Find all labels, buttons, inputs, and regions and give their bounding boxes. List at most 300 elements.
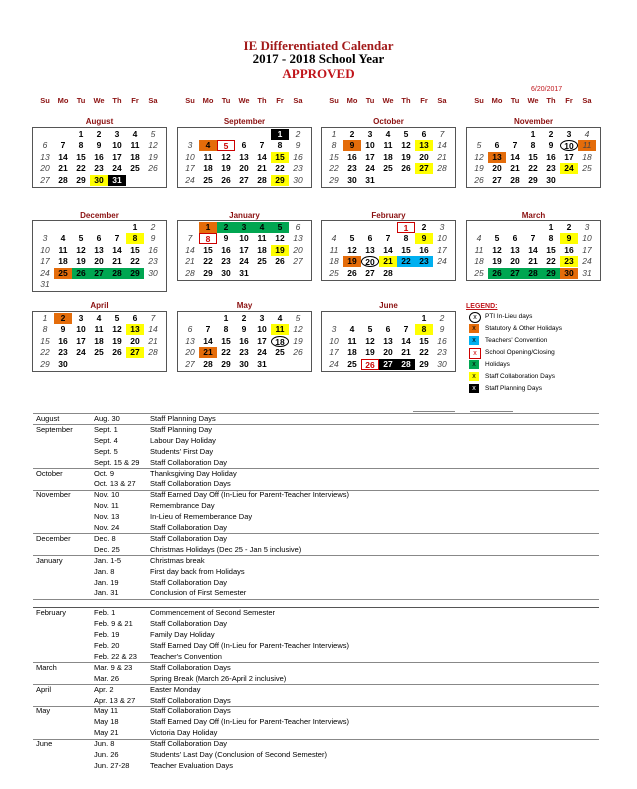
day-cell: 30: [221, 267, 231, 278]
event-date: Jun. 8: [94, 739, 115, 749]
day-cell: 23: [437, 347, 447, 358]
legend-label: Staff Planning Days: [485, 385, 542, 392]
day-cell: 18: [329, 256, 339, 267]
day-cell: 26: [148, 163, 158, 174]
day-cell: 22: [76, 163, 86, 174]
day-cell: 6: [96, 233, 102, 244]
day-cell: 28: [397, 359, 415, 370]
day-cell: 11: [578, 140, 596, 151]
event-date: Jan. 8: [94, 566, 115, 576]
event-description: Staff Collaboration Day: [150, 619, 227, 629]
day-cell: 3: [439, 222, 445, 232]
day-cell: 25: [383, 163, 393, 174]
dow-we: We: [238, 96, 250, 105]
day-cell: 9: [415, 233, 433, 244]
day-cell: 21: [185, 256, 195, 267]
day-cell: 10: [365, 140, 375, 151]
day-cell: 23: [546, 163, 556, 174]
event-month: October: [36, 468, 63, 478]
day-cell: 15: [528, 151, 538, 162]
day-cell: 6: [241, 140, 247, 151]
day-cell: 1: [78, 129, 84, 139]
day-cell: 16: [546, 151, 556, 162]
day-cell: 31: [108, 175, 126, 186]
dow-su: Su: [185, 96, 195, 105]
day-cell: 16: [221, 244, 231, 255]
day-cell: 9: [343, 140, 361, 151]
day-cell: 1: [223, 313, 229, 323]
day-cell: 18: [347, 347, 357, 358]
divider: [33, 533, 599, 534]
day-cell: 10: [112, 140, 122, 151]
day-cell: 10: [40, 244, 50, 255]
day-cell: 22: [419, 347, 429, 358]
month-title: November: [513, 117, 554, 126]
day-cell: 26: [221, 174, 231, 185]
day-cell: 15: [546, 244, 556, 255]
divider: [33, 599, 599, 600]
day-cell: 12: [347, 244, 357, 255]
event-description: Victoria Day Holiday: [150, 728, 218, 738]
legend-label: School Opening/Closing: [485, 349, 555, 356]
day-cell: 15: [40, 335, 50, 346]
day-cell: 26: [72, 268, 90, 279]
day-cell: 27: [40, 174, 50, 185]
day-cell: 2: [439, 313, 445, 323]
day-cell: 19: [148, 151, 158, 162]
event-month: April: [36, 684, 52, 694]
legend-item: [466, 336, 548, 348]
day-cell: 1: [331, 129, 337, 139]
day-cell: 17: [564, 151, 574, 162]
day-cell: 24: [112, 163, 122, 174]
event-date: Apr. 13 & 27: [94, 695, 136, 705]
day-cell: 15: [76, 151, 86, 162]
day-cell: 12: [401, 140, 411, 151]
legend-label: Statutory & Other Holidays: [485, 325, 562, 332]
day-cell: 17: [185, 163, 195, 174]
day-cell: 15: [221, 335, 231, 346]
day-cell: 10: [239, 233, 249, 244]
day-cell: 23: [239, 347, 249, 358]
day-cell: 22: [329, 163, 339, 174]
legend-item: [466, 324, 562, 336]
event-date: Sept. 4: [94, 435, 118, 445]
day-cell: 8: [126, 233, 144, 244]
day-cell: 15: [329, 151, 339, 162]
day-cell: 27: [415, 163, 433, 174]
day-cell: 19: [112, 335, 122, 346]
dow-tu: Tu: [510, 96, 520, 105]
legend-swatch: x: [469, 324, 479, 333]
day-cell: 28: [185, 267, 195, 278]
day-cell: 29: [542, 268, 560, 279]
day-cell: 17: [437, 244, 447, 255]
day-cell: 6: [367, 233, 373, 244]
day-cell: 4: [132, 129, 138, 139]
event-description: Staff Planning Day: [150, 424, 212, 434]
day-cell: 24: [239, 256, 249, 267]
day-cell: 19: [221, 163, 231, 174]
legend-item: [466, 312, 533, 324]
month-title: October: [373, 117, 404, 126]
day-cell: 1: [271, 129, 289, 140]
day-cell: 12: [76, 244, 86, 255]
day-cell: 2: [566, 222, 572, 232]
day-cell: 13: [510, 244, 520, 255]
day-cell: 3: [42, 233, 48, 244]
event-description: Staff Earned Day Off (In-Lieu for Parent-Teacher Interviews): [150, 717, 349, 727]
day-cell: 9: [96, 140, 102, 151]
day-cell: 8: [199, 233, 217, 244]
day-cell: 7: [114, 233, 120, 244]
day-cell: 26: [488, 268, 506, 279]
legend-label: Staff Collaboration Days: [485, 373, 555, 380]
day-cell: 4: [349, 324, 355, 335]
event-date: Mar. 9 & 23: [94, 662, 133, 672]
dow-th: Th: [401, 96, 411, 105]
day-cell: 30: [560, 268, 578, 279]
day-cell: 9: [548, 140, 554, 151]
day-cell: 5: [295, 313, 301, 323]
divider: [33, 607, 599, 608]
day-cell: 2: [54, 313, 72, 324]
legend-title: LEGEND:: [466, 303, 498, 310]
day-cell: 30: [347, 174, 357, 185]
day-cell: 1: [421, 313, 427, 323]
day-cell: 25: [582, 163, 592, 174]
day-cell: 1: [548, 222, 554, 232]
day-cell: 18: [383, 151, 393, 162]
day-cell: 29: [419, 358, 429, 369]
day-cell: 6: [494, 140, 500, 151]
day-cell: 10: [185, 151, 195, 162]
event-description: First day back from Holidays: [150, 566, 245, 576]
day-cell: 2: [96, 129, 102, 139]
day-cell: 27: [293, 256, 303, 267]
day-cell: 11: [94, 324, 104, 335]
day-cell: 18: [257, 244, 267, 255]
day-cell: 8: [42, 324, 48, 335]
day-cell: 6: [187, 324, 193, 335]
day-cell: 21: [199, 347, 217, 358]
month-title: May: [236, 301, 253, 310]
day-cell: 30: [546, 174, 556, 185]
day-cell: 15: [401, 244, 411, 255]
day-cell: 3: [331, 324, 337, 335]
event-description: Family Day Holiday: [150, 630, 215, 640]
day-cell: 7: [385, 233, 391, 244]
day-cell: 23: [148, 256, 158, 267]
divider: [413, 411, 455, 412]
event-date: Jan. 19: [94, 577, 119, 587]
day-cell: 6: [295, 222, 301, 232]
legend-label: PTI In-Lieu days: [485, 313, 533, 320]
day-cell: 6: [421, 129, 427, 139]
month-title: February: [371, 211, 406, 220]
day-cell: 19: [76, 256, 86, 267]
day-cell: 17: [329, 347, 339, 358]
day-cell: 28: [148, 347, 158, 358]
event-date: Nov. 10: [94, 490, 120, 500]
day-cell: 28: [257, 174, 267, 185]
event-description: Staff Collaboration Days: [150, 662, 231, 672]
day-cell: 8: [331, 140, 337, 151]
day-cell: 23: [221, 256, 231, 267]
divider: [33, 424, 599, 425]
day-cell: 9: [223, 233, 229, 244]
day-cell: 29: [76, 174, 86, 185]
day-cell: 25: [94, 347, 104, 358]
day-cell: 12: [112, 324, 122, 335]
day-cell: 20: [293, 244, 303, 255]
event-date: Feb. 22 & 23: [94, 651, 137, 661]
day-cell: 8: [277, 140, 283, 151]
day-cell: 25: [329, 267, 339, 278]
day-cell: 5: [367, 324, 373, 335]
day-cell: 5: [217, 140, 235, 151]
event-description: Teacher's Convention: [150, 651, 222, 661]
day-cell: 6: [385, 324, 391, 335]
day-cell: 26: [112, 347, 122, 358]
day-cell: 19: [492, 256, 502, 267]
dow-tu: Tu: [221, 96, 231, 105]
day-cell: 30: [293, 174, 303, 185]
legend-item: [466, 360, 510, 372]
event-date: May 11: [94, 706, 119, 716]
event-date: Feb. 19: [94, 630, 120, 640]
event-description: Teacher Evaluation Days: [150, 760, 233, 770]
event-description: Staff Earned Day Off (In-Lieu for Parent-Teacher Interviews): [150, 490, 349, 500]
day-cell: 13: [383, 335, 393, 346]
event-date: Oct. 13 & 27: [94, 479, 136, 489]
day-cell: 20: [510, 256, 520, 267]
day-cell: 20: [419, 151, 429, 162]
event-date: Nov. 11: [94, 501, 119, 511]
day-cell: 5: [403, 129, 409, 139]
day-cell: 14: [112, 244, 122, 255]
day-cell: 19: [365, 347, 375, 358]
day-cell: 4: [60, 233, 66, 244]
day-cell: 19: [343, 256, 361, 267]
day-cell: 7: [530, 233, 536, 244]
day-cell: 29: [203, 267, 213, 278]
day-cell: 18: [130, 151, 140, 162]
day-cell: 9: [60, 324, 66, 335]
day-cell: 30: [90, 175, 108, 186]
day-cell: 27: [492, 174, 502, 185]
day-cell: 4: [96, 313, 102, 323]
day-cell: 14: [203, 335, 213, 346]
day-cell: 26: [361, 359, 379, 370]
day-cell: 26: [401, 163, 411, 174]
dow-th: Th: [546, 96, 556, 105]
day-cell: 11: [329, 244, 339, 255]
day-cell: 21: [257, 163, 267, 174]
day-cell: 4: [476, 233, 482, 244]
day-cell: 7: [187, 233, 193, 244]
day-cell: 28: [437, 163, 447, 174]
event-month: December: [36, 533, 71, 543]
day-cell: 24: [76, 347, 86, 358]
day-cell: 8: [415, 324, 433, 335]
day-cell: 16: [293, 151, 303, 162]
day-cell: 15: [203, 244, 213, 255]
day-cell: 14: [528, 244, 538, 255]
dow-mo: Mo: [491, 96, 503, 105]
approval-date: 6/20/2017: [531, 86, 563, 93]
day-cell: 23: [415, 256, 433, 267]
day-cell: 22: [221, 347, 231, 358]
event-month: August: [36, 414, 60, 423]
day-cell: 26: [347, 267, 357, 278]
event-description: Remembrance Day: [150, 501, 215, 511]
day-cell: 17: [40, 256, 50, 267]
day-cell: 2: [150, 222, 156, 232]
day-cell: 24: [582, 256, 592, 267]
dow-we: We: [382, 96, 394, 105]
day-cell: 16: [564, 244, 574, 255]
event-month: September: [36, 424, 73, 434]
day-cell: 5: [150, 129, 156, 139]
day-cell: 11: [474, 244, 484, 255]
day-cell: 10: [76, 324, 86, 335]
day-cell: 31: [582, 267, 592, 278]
dow-fr: Fr: [276, 96, 284, 105]
legend-swatch: x: [469, 336, 479, 345]
day-cell: 3: [367, 129, 373, 139]
event-date: Feb. 20: [94, 641, 120, 650]
day-cell: 21: [510, 163, 520, 174]
day-cell: 20: [239, 163, 249, 174]
day-cell: 14: [510, 151, 520, 162]
day-cell: 11: [130, 140, 140, 151]
day-cell: 18: [203, 163, 213, 174]
day-cell: 31: [257, 358, 267, 369]
event-date: May 21: [94, 728, 119, 738]
day-cell: 24: [437, 256, 447, 267]
day-cell: 25: [474, 267, 484, 278]
day-cell: 27: [506, 268, 524, 279]
day-cell: 4: [277, 313, 283, 323]
day-cell: 17: [239, 244, 249, 255]
day-cell: 9: [439, 324, 445, 335]
month-title: April: [90, 301, 109, 310]
day-cell: 1: [397, 222, 415, 233]
day-cell: 11: [58, 244, 68, 255]
day-cell: 2: [548, 129, 554, 139]
day-cell: 5: [114, 313, 120, 323]
legend-item: [466, 348, 555, 360]
event-description: Thanksgiving Day Holiday: [150, 468, 237, 478]
day-cell: 27: [379, 359, 397, 370]
day-cell: 18: [94, 335, 104, 346]
month-title: March: [521, 211, 546, 220]
legend-swatch: x: [469, 384, 479, 393]
dow-sa: Sa: [293, 96, 303, 105]
event-description: Staff Planning Days: [150, 414, 216, 423]
day-cell: 23: [293, 163, 303, 174]
day-cell: 29: [221, 358, 231, 369]
day-cell: 17: [76, 335, 86, 346]
day-cell: 7: [205, 324, 211, 335]
day-cell: 2: [349, 129, 355, 139]
dow-sa: Sa: [437, 96, 447, 105]
event-month: February: [36, 608, 67, 618]
day-cell: 5: [271, 222, 289, 233]
event-date: Apr. 2: [94, 684, 114, 694]
day-cell: 13: [239, 151, 249, 162]
day-cell: 23: [58, 347, 68, 358]
event-description: Staff Collaboration Day: [150, 457, 227, 467]
day-cell: 30: [58, 358, 68, 369]
approved-label: APPROVED: [282, 66, 355, 81]
day-cell: 8: [530, 140, 536, 151]
legend-swatch: x: [469, 312, 481, 323]
day-cell: 4: [584, 129, 590, 139]
day-cell: 26: [474, 174, 484, 185]
event-description: Easter Monday: [150, 684, 201, 694]
event-date: Sept. 15 & 29: [94, 457, 140, 467]
dow-mo: Mo: [57, 96, 69, 105]
day-cell: 29: [40, 358, 50, 369]
day-cell: 16: [94, 151, 104, 162]
day-cell: 1: [199, 222, 217, 233]
day-cell: 17: [582, 244, 592, 255]
event-date: Jun. 27-28: [94, 760, 130, 770]
day-cell: 7: [259, 140, 265, 151]
event-date: Feb. 9 & 21: [94, 619, 133, 629]
day-cell: 22: [275, 163, 285, 174]
event-date: Mar. 26: [94, 673, 120, 683]
day-cell: 21: [58, 163, 68, 174]
event-date: Sept. 1: [94, 424, 118, 434]
day-cell: 20: [94, 256, 104, 267]
day-cell: 3: [187, 140, 193, 151]
day-cell: 11: [257, 233, 267, 244]
day-cell: 1: [530, 129, 536, 139]
day-cell: 9: [295, 140, 301, 151]
dow-tu: Tu: [365, 96, 375, 105]
day-cell: 4: [385, 129, 391, 139]
day-cell: 19: [271, 245, 289, 256]
day-cell: 10: [582, 233, 592, 244]
month-title: December: [80, 211, 119, 220]
day-cell: 23: [347, 163, 357, 174]
day-cell: 9: [241, 324, 247, 335]
day-cell: 2: [421, 222, 427, 232]
legend: [466, 303, 562, 396]
event-description: In-Lieu of Rememberance Day: [150, 512, 253, 522]
day-cell: 24: [185, 174, 195, 185]
calendar-title: IE Differentiated Calendar: [243, 38, 394, 53]
dow-sa: Sa: [148, 96, 158, 105]
day-cell: 28: [108, 268, 126, 279]
legend-swatch: x: [469, 360, 479, 369]
day-cell: 14: [257, 151, 267, 162]
day-cell: 16: [419, 244, 429, 255]
day-cell: 3: [235, 222, 253, 233]
month-title: January: [229, 211, 260, 220]
event-date: Nov. 24: [94, 523, 120, 532]
month-title: August: [85, 117, 114, 126]
day-cell: 12: [221, 151, 231, 162]
day-cell: 12: [492, 244, 502, 255]
legend-swatch: x: [469, 372, 479, 381]
event-description: Labour Day Holiday: [150, 435, 216, 445]
dow-su: Su: [474, 96, 484, 105]
day-cell: 16: [58, 335, 68, 346]
